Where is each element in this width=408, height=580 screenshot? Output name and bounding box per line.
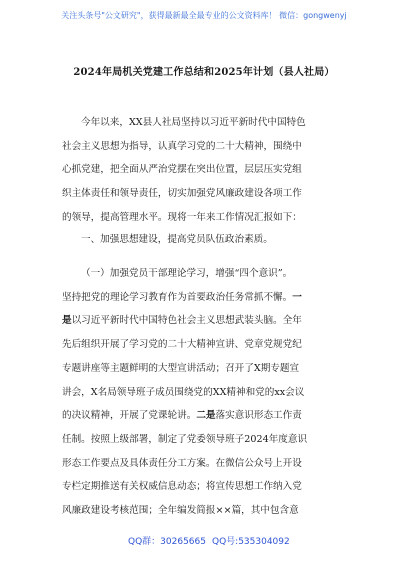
- subsection-heading: （一）加强党员干部理论学习，增强“四个意识”。: [81, 268, 293, 279]
- section-heading: [62, 228, 358, 252]
- paragraph-text: 落实意识形态工作责: [215, 410, 302, 422]
- paragraph-line: 形态工作要点及具体责任分工方案。在微信公众号上开设: [62, 457, 302, 469]
- paragraph-line: 先后组织开展了学习党的二十大精神宣讲、党章党规党纪: [62, 339, 302, 351]
- paragraph-line: 专题讲座等主题鲜明的大型宣讲活动；召开了X期专题宣: [62, 362, 300, 374]
- section-heading-text: 一、加强思想建设，提高党员队伍政治素质。: [81, 234, 273, 245]
- emphasis-text: 是: [62, 315, 72, 327]
- paragraph-line: 任制。按照上级部署，制定了党委领导班子2024年度意识: [62, 433, 308, 445]
- paragraph-line: [62, 309, 358, 333]
- paragraph-line: 今年以来，XX县人社局坚持以习近平新时代中国特色: [81, 117, 306, 128]
- paragraph-text: 以习近平新时代中国特色社会主义思想武装头脑。全年: [71, 315, 302, 327]
- paragraph-line: 心抓党建，把全面从严治党摆在突出位置，层层压实党组: [62, 164, 302, 176]
- paragraph-line: 社会主义思想为指导，认真学习党的二十大精神，围绕中: [62, 140, 302, 152]
- paragraph-line: [62, 404, 358, 428]
- header-banner: 关注头条号"公文研究"，获得最新最全最专业的公文资料库！ 微信：gongwenyj: [61, 11, 347, 20]
- paragraph-line: [62, 286, 358, 310]
- intro-paragraph: [62, 111, 358, 230]
- paragraph-line: 的领导，提高管理水平。现将一年来工作情况汇报如下：: [62, 211, 302, 223]
- qq-number: QQ号:535304092: [212, 537, 290, 547]
- emphasis-text: 二是: [196, 410, 216, 422]
- qq-group-number: QQ群：30265665: [128, 537, 206, 547]
- emphasis-text: 一: [292, 291, 302, 303]
- paragraph-text: 坚持把党的理论学习教育作为首要政治任务常抓不懈。: [62, 291, 293, 303]
- paragraph-line: 织主体责任和领导责任，切实加强党风廉政建设各项工作: [62, 188, 302, 200]
- paragraph-text: 的决议精神，开展了党课轮讲。: [62, 410, 197, 422]
- section-paragraph: [62, 262, 358, 523]
- document-title: 2024年局机关党建工作总结和2025年计划（县人社局）: [73, 67, 335, 78]
- footer-contact: [0, 534, 408, 550]
- paragraph-line: 专栏定期推送有关权威信息动态；将宣传思想工作纳入党: [62, 481, 302, 493]
- paragraph-line: 风廉政建设考核范围；全年编发简报××篇，其中包含意: [62, 505, 299, 517]
- paragraph-line: 讲会，X名局领导班子成员围绕党的XX精神和党的xx会议: [62, 386, 305, 398]
